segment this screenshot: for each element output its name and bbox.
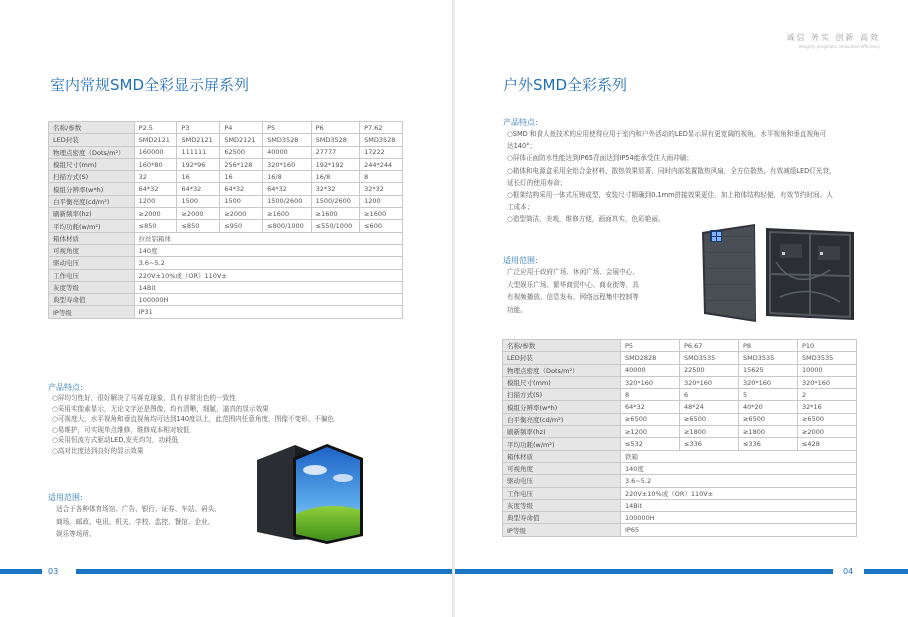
table-cell: ≤800/1000	[263, 220, 311, 232]
table-cell: ≥1800	[679, 426, 738, 438]
table-row	[49, 146, 403, 158]
list-item: 工成本；	[507, 203, 534, 212]
list-item: 娱乐等场所。	[56, 530, 96, 538]
table-cell: SMD3535	[679, 352, 738, 364]
table-cell: 40000	[263, 146, 311, 158]
row-label: IP等级	[503, 524, 621, 536]
table-cell: 320*160	[679, 376, 738, 388]
table-cell: ≤428	[797, 438, 856, 450]
table-cell: ≤336	[679, 438, 738, 450]
table-cell: 320*160	[263, 158, 311, 170]
table-cell: 32*32	[311, 183, 359, 195]
list-item: ○采用恒流方式驱动LED,发光均匀，功耗低	[52, 436, 179, 445]
table-cell: 32	[134, 171, 177, 183]
table-cell: 320*160	[620, 376, 679, 388]
features-list-outdoor	[507, 128, 836, 226]
table-cell: 64*32	[177, 183, 220, 195]
row-label: LED封装	[503, 352, 621, 364]
row-label: 刷新频率(hz)	[49, 208, 135, 220]
table-cell: 1500/2600	[263, 195, 311, 207]
table-cell: 27777	[311, 146, 359, 158]
table-row	[503, 524, 857, 536]
table-row	[503, 376, 857, 388]
table-row	[49, 269, 403, 281]
table-cell: 48*24	[679, 401, 738, 413]
table-cell: P5	[263, 122, 311, 134]
table-cell: ≤336	[738, 438, 797, 450]
table-cell: 1500	[177, 195, 220, 207]
table-row	[503, 364, 857, 376]
features-heading-indoor: 产品特点:	[48, 383, 83, 392]
page-title-outdoor: 户外SMD全彩系列	[503, 76, 628, 94]
table-cell: 140度	[620, 462, 856, 474]
row-label: 箱体材质	[49, 232, 135, 244]
table-cell: 256*128	[220, 158, 263, 170]
list-item: 适合于各种体育场馆、广告、银行、证券、车站、码头、	[56, 505, 221, 513]
row-label: 物理点密度（Dots/m²）	[49, 146, 135, 158]
row-label: 灰度等级	[503, 499, 621, 511]
table-cell: 220V±10%或（OR）110V±	[134, 269, 402, 281]
table-cell: 22500	[679, 364, 738, 376]
row-label: 刷新频率(hz)	[503, 426, 621, 438]
list-item: 广泛应用于政府广场、休闲广场、会展中心、	[507, 268, 639, 276]
table-row	[503, 487, 857, 499]
slogan-en: integrity pragmatic innovation efficiency	[798, 44, 880, 49]
table-cell: SMD3535	[797, 352, 856, 364]
row-label: 箱体材质	[503, 450, 621, 462]
footer-bar-left-long	[76, 569, 453, 574]
table-row	[503, 462, 857, 474]
table-cell: P4	[220, 122, 263, 134]
table-cell: ≤532	[620, 438, 679, 450]
row-label: LED封装	[49, 134, 135, 146]
table-row	[49, 281, 403, 293]
table-cell: 16/8	[311, 171, 359, 183]
row-label: 扫描方式(S)	[503, 389, 621, 401]
table-cell: P2.5	[134, 122, 177, 134]
row-label: 驱动电压	[49, 257, 135, 269]
indoor-spec-table	[48, 121, 403, 319]
table-cell: 64*32	[263, 183, 311, 195]
table-cell: 6	[679, 389, 738, 401]
table-cell: 100000H	[620, 512, 856, 524]
table-row	[49, 294, 403, 306]
list-item: 大型娱乐广场、繁华商贸中心、商业街等，具	[507, 280, 639, 289]
table-cell: 14Bit	[620, 499, 856, 511]
table-row	[503, 401, 857, 413]
list-item: ○易维护，可实现单点维修，维修成本相对较低	[52, 425, 190, 434]
page-title-indoor: 室内常规SMD全彩显示屏系列	[50, 76, 250, 94]
list-item: ○SMD 和食人鱼技术的应用使得应用于室内和户外活动的LED显示屏有更宽阔的视角，水平视角和垂直视角可	[507, 130, 827, 138]
table-cell: ≤850	[177, 220, 220, 232]
row-label: 可视角度	[503, 462, 621, 474]
page-left	[0, 0, 453, 617]
table-header-row	[503, 340, 857, 352]
table-cell: 192*96	[177, 158, 220, 170]
features-heading-outdoor: 产品特点:	[503, 118, 538, 127]
usage-list-indoor	[56, 503, 221, 541]
table-row	[503, 438, 857, 450]
table-cell: ≥2000	[220, 208, 263, 220]
table-cell: P6.67	[679, 340, 738, 352]
table-cell: 320*160	[797, 376, 856, 388]
row-label: 模组尺寸(mm)	[49, 158, 135, 170]
row-label: 白平衡亮度(cd/m²)	[49, 195, 135, 207]
table-cell: SMD3535	[738, 352, 797, 364]
list-item: ○造型简洁，美观，维修方便，画面真实，色彩艳丽。	[507, 215, 665, 224]
row-label: 工作电压	[49, 269, 135, 281]
table-cell: 32*16	[797, 401, 856, 413]
table-cell: ≥6500	[620, 413, 679, 425]
row-label: 扫描方式(S)	[49, 171, 135, 183]
table-row	[49, 306, 403, 318]
table-cell: 17222	[360, 146, 403, 158]
table-cell: ≥2000	[134, 208, 177, 220]
row-label: 物理点密度（Dots/m²）	[503, 364, 621, 376]
list-item: 功能。	[507, 305, 527, 314]
table-cell: ≤550/1000	[311, 220, 359, 232]
row-label: 名称/参数	[503, 340, 621, 352]
table-cell: 14Bit	[134, 281, 402, 293]
table-cell: 140度	[134, 244, 402, 256]
table-cell: SMD2828	[620, 352, 679, 364]
table-row	[503, 450, 857, 462]
table-cell: ≥1600	[263, 208, 311, 220]
table-cell: 40000	[620, 364, 679, 376]
table-cell: 160*80	[134, 158, 177, 170]
table-cell: 1500/2600	[311, 195, 359, 207]
table-cell: 5	[738, 389, 797, 401]
table-cell: 1200	[134, 195, 177, 207]
table-cell: IP31	[134, 306, 402, 318]
table-cell: 64*32	[134, 183, 177, 195]
table-cell: P8	[738, 340, 797, 352]
table-cell: 3.6~5.2	[134, 257, 402, 269]
table-cell: 64*32	[220, 183, 263, 195]
table-cell: ≥6500	[797, 413, 856, 425]
table-row	[503, 413, 857, 425]
table-row	[49, 244, 403, 256]
table-row	[49, 208, 403, 220]
table-row	[49, 220, 403, 232]
table-row	[503, 426, 857, 438]
table-row	[503, 389, 857, 401]
footer-bar-right	[864, 569, 908, 574]
table-cell: 15625	[738, 364, 797, 376]
table-cell: 8	[360, 171, 403, 183]
table-cell: IP65	[620, 524, 856, 536]
footer-bar-left	[0, 569, 42, 574]
row-label: 白平衡亮度(cd/m²)	[503, 413, 621, 425]
table-cell: SMD3528	[311, 134, 359, 146]
table-cell: 10000	[797, 364, 856, 376]
table-cell: 16/8	[263, 171, 311, 183]
table-cell: ≥1600	[311, 208, 359, 220]
footer-bar-right-long	[455, 569, 833, 574]
table-cell: ≤950	[220, 220, 263, 232]
table-cell: 320*160	[738, 376, 797, 388]
table-cell: P7.62	[360, 122, 403, 134]
table-cell: 16	[177, 171, 220, 183]
table-cell: 1500	[220, 195, 263, 207]
table-row	[49, 195, 403, 207]
table-cell: SMD2121	[134, 134, 177, 146]
row-label: 灰度等级	[49, 281, 135, 293]
table-cell: 拉丝铝箱体	[134, 232, 402, 244]
table-cell: SMD2121	[177, 134, 220, 146]
outdoor-led-cabinet-image	[700, 222, 858, 324]
table-cell: SMD3528	[263, 134, 311, 146]
table-cell: 111111	[177, 146, 220, 158]
table-cell: 3.6~5.2	[620, 475, 856, 487]
table-cell: 100000H	[134, 294, 402, 306]
table-cell: 2	[797, 389, 856, 401]
table-cell: 8	[620, 389, 679, 401]
row-label: 平均功耗(w/m²)	[503, 438, 621, 450]
table-cell: P6	[311, 122, 359, 134]
table-row	[49, 158, 403, 170]
table-cell: 16	[220, 171, 263, 183]
table-cell: 64*32	[620, 401, 679, 413]
page-number-right: 04	[843, 567, 854, 576]
table-cell: 40*20	[738, 401, 797, 413]
slogan-cn: 诚信 务实 创新 高效	[786, 33, 880, 42]
table-cell: SMD3528	[360, 134, 403, 146]
row-label: 模组尺寸(mm)	[503, 376, 621, 388]
row-label: 平均功耗(w/m²)	[49, 220, 135, 232]
table-row	[503, 475, 857, 487]
table-cell: 62500	[220, 146, 263, 158]
slogan	[786, 32, 880, 49]
list-item: ○高对比度达到良好的显示效果	[52, 446, 144, 455]
list-item: ○采用实像素显示，无论文字还是图像，均有清晰，细腻，逼真的显示效果	[52, 404, 269, 413]
usage-list-outdoor	[507, 266, 639, 316]
table-cell: ≥6500	[679, 413, 738, 425]
row-label: 模组分辨率(w*h)	[503, 401, 621, 413]
list-item: ○框架结构采用一体式压铸成型，安装尺寸精确到0.1mm拼接效果更佳，加上箱体结构轻便，有效节约时间、人	[507, 191, 833, 200]
outdoor-spec-table	[502, 339, 857, 537]
list-item: 达140°；	[507, 142, 537, 151]
table-cell: ≥1600	[360, 208, 403, 220]
list-item: 有视频播放、信息发布、网络远程集中控制等	[507, 293, 639, 301]
row-label: 可视角度	[49, 244, 135, 256]
table-cell: ≤600	[360, 220, 403, 232]
row-label: IP等级	[49, 306, 135, 318]
list-item: 延长灯的使用寿命；	[507, 178, 567, 187]
table-cell: ≥6500	[738, 413, 797, 425]
usage-heading-outdoor: 适用范围:	[503, 256, 538, 265]
list-item: ○屏体正面防水性能达到IP65背面达到IP54能承受住大雨冲刷；	[507, 154, 694, 163]
table-row	[49, 134, 403, 146]
row-label: 模组分辨率(w*h)	[49, 183, 135, 195]
table-cell: 160000	[134, 146, 177, 158]
table-cell: 32*32	[360, 183, 403, 195]
table-header-row	[49, 122, 403, 134]
table-cell: 244*244	[360, 158, 403, 170]
row-label: 典型寿命值	[49, 294, 135, 306]
table-row	[49, 171, 403, 183]
table-cell: 铁箱	[620, 450, 856, 462]
table-row	[503, 512, 857, 524]
table-cell: ≥1800	[738, 426, 797, 438]
table-cell: SMD2121	[220, 134, 263, 146]
table-cell: 220V±10%或（OR）110V±	[620, 487, 856, 499]
table-row	[49, 232, 403, 244]
table-cell: P3	[177, 122, 220, 134]
row-label: 名称/参数	[49, 122, 135, 134]
table-row	[49, 257, 403, 269]
page-number-left: 03	[48, 567, 59, 576]
table-row	[49, 183, 403, 195]
table-cell: ≥2000	[177, 208, 220, 220]
row-label: 驱动电压	[503, 475, 621, 487]
list-item: ○屏均匀性好，很好解决了马赛克现象，具有非常出色的一致性	[52, 394, 236, 402]
table-cell: P10	[797, 340, 856, 352]
table-cell: 192*192	[311, 158, 359, 170]
table-cell: 1200	[360, 195, 403, 207]
table-cell: P5	[620, 340, 679, 352]
table-row	[503, 352, 857, 364]
row-label: 典型寿命值	[503, 512, 621, 524]
indoor-led-screen-image	[255, 440, 365, 550]
table-row	[503, 499, 857, 511]
table-cell: ≥2000	[797, 426, 856, 438]
table-cell: ≥1200	[620, 426, 679, 438]
list-item: 商场、邮政、电讯、机关、学校、监控、餐馆、企业、	[56, 517, 215, 526]
table-cell: ≤850	[134, 220, 177, 232]
list-item: ○可视度大，水平视角和垂直视角均可达到140度以上，此范围内任意角度，图像不变形、不偏色	[52, 415, 335, 424]
list-item: ○箱体和电源盒采用全铝合金材料，散热效果显著，同时内部装置散热风扇，全方位散热，有效减缓LED灯光衰，	[507, 166, 836, 175]
usage-heading-indoor: 适用范围:	[48, 493, 83, 502]
row-label: 工作电压	[503, 487, 621, 499]
